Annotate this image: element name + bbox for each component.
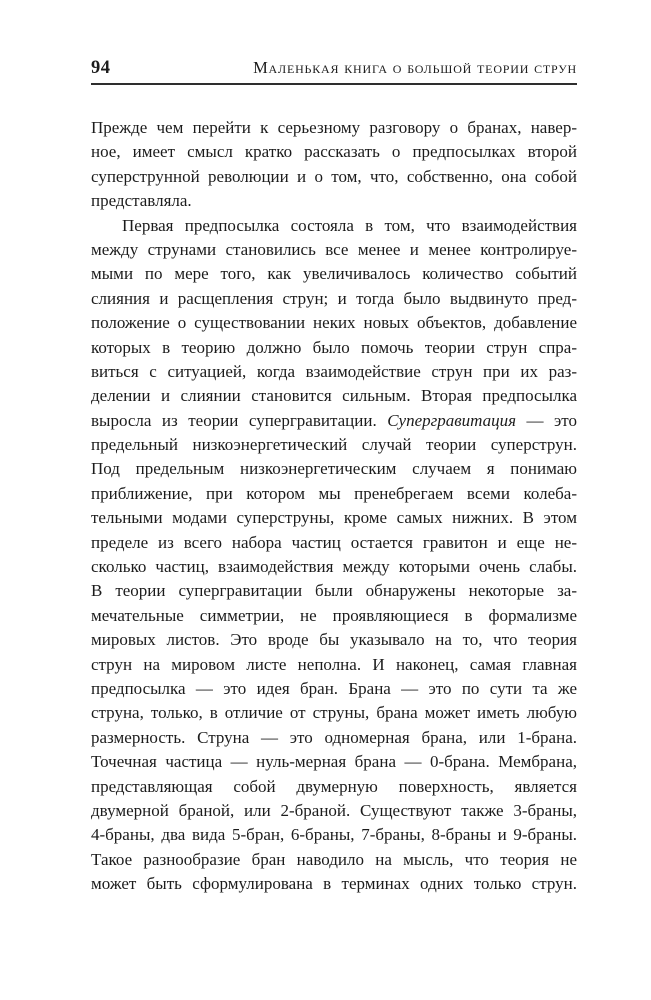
text-line xyxy=(91,579,577,603)
text-line xyxy=(91,311,577,335)
text-segment: В теории супергравитации были обнаружены некоторые за- xyxy=(91,581,577,601)
running-title: Маленькая книга о большой теории струн xyxy=(253,58,577,77)
text-line xyxy=(91,531,577,555)
header-rule xyxy=(91,83,577,85)
text-line xyxy=(91,457,577,481)
text-segment: струна, только, в отличие от струны, брана может иметь любую xyxy=(91,703,577,723)
text-line xyxy=(91,726,577,750)
text-segment: суперструнной революции и о том, что, собственно, она собой xyxy=(91,166,577,186)
text-line xyxy=(91,848,577,872)
text-line xyxy=(91,653,577,677)
text-segment: струн на мировом листе неполна. И наконец, самая главная xyxy=(91,654,577,674)
text-segment: представляющая собой двумерную поверхность, является xyxy=(91,776,577,796)
text-line xyxy=(91,360,577,384)
text-segment: приближение, при котором мы пренебрегаем всеми колеба- xyxy=(91,483,577,503)
body-text xyxy=(91,116,577,897)
page-number: 94 xyxy=(91,58,111,78)
paragraph xyxy=(91,116,577,214)
text-segment: предельный низкоэнергетический случай теории суперструн. xyxy=(91,435,577,455)
text-segment: которых в теорию должно было помочь теории струн спра- xyxy=(91,337,577,357)
text-segment: мечательные симметрии, не проявляющиеся в формализме xyxy=(91,605,577,625)
text-segment: Прежде чем перейти к серьезному разговору о бранах, навер- xyxy=(91,118,577,137)
content-column xyxy=(91,58,577,897)
text-line xyxy=(91,262,577,286)
text-segment: размерность. Струна — это одномерная брана, или 1-брана. xyxy=(91,727,577,747)
text-segment: ное, имеет смысл кратко рассказать о предпосылках второй xyxy=(91,142,577,162)
text-line xyxy=(91,409,577,433)
text-segment: мировых листов. Это вроде бы указывало на то, что теория xyxy=(91,630,577,650)
text-line xyxy=(91,775,577,799)
text-line xyxy=(91,677,577,701)
text-segment: Точечная частица — нуль-мерная брана — 0-брана. Мембрана, xyxy=(91,752,577,772)
text-segment: предпосылка — это идея бран. Брана — это по сути та же xyxy=(91,678,577,698)
text-line xyxy=(91,336,577,360)
text-line xyxy=(91,189,577,213)
text-segment: делении и слиянии становится сильным. Вторая предпосылка xyxy=(91,386,577,406)
text-segment: — это xyxy=(516,410,577,430)
text-segment: положение о существовании неких новых объектов, добавление xyxy=(91,313,577,333)
text-line xyxy=(91,287,577,311)
text-line xyxy=(91,823,577,847)
text-segment: Такое разнообразие бран наводило на мысль, что теория не xyxy=(91,849,577,869)
italic-term: Супергравитация xyxy=(387,410,517,430)
text-line xyxy=(91,872,577,896)
text-segment: слияния и расщепления струн; и тогда было выдвинуто пред- xyxy=(91,288,577,308)
text-line xyxy=(91,165,577,189)
text-line xyxy=(91,750,577,774)
text-line xyxy=(91,701,577,725)
text-line xyxy=(91,604,577,628)
text-segment: двумерной браной, или 2-браной. Существуют также 3-браны, xyxy=(91,800,577,820)
text-line xyxy=(91,433,577,457)
text-line xyxy=(91,384,577,408)
text-line xyxy=(91,482,577,506)
text-segment: 4-браны, два вида 5-бран, 6-браны, 7-браны, 8-браны и 9-браны. xyxy=(91,825,577,845)
text-segment: между струнами становились все менее и менее контролируе- xyxy=(91,239,577,259)
text-segment: сколько частиц, взаимодействия между которыми очень слабы. xyxy=(91,557,577,577)
paragraph xyxy=(91,214,577,897)
text-segment: представляла. xyxy=(91,191,192,211)
text-line xyxy=(91,116,577,140)
text-line xyxy=(91,799,577,823)
text-segment: выросла из теории супергравитации. xyxy=(91,410,388,430)
text-segment: пределе из всего набора частиц остается гравитон и еще не- xyxy=(91,532,577,552)
text-segment: Под предельным низкоэнергетическим случаем я понимаю xyxy=(91,459,577,479)
text-segment: Первая предпосылка состояла в том, что взаимодействия xyxy=(122,215,577,235)
text-line xyxy=(91,140,577,164)
text-line xyxy=(91,214,577,238)
text-segment: виться с ситуацией, когда взаимодействие струн при их раз- xyxy=(91,361,577,381)
page-header xyxy=(91,58,577,82)
text-line xyxy=(91,238,577,262)
text-segment: может быть сформулирована в терминах одних только струн. xyxy=(91,874,577,894)
text-line xyxy=(91,506,577,530)
text-line xyxy=(91,555,577,579)
text-line xyxy=(91,628,577,652)
text-segment: тельными модами суперструны, кроме самых нижних. В этом xyxy=(91,508,577,528)
text-segment: мыми по мере того, как увеличивалось количество событий xyxy=(91,264,577,284)
